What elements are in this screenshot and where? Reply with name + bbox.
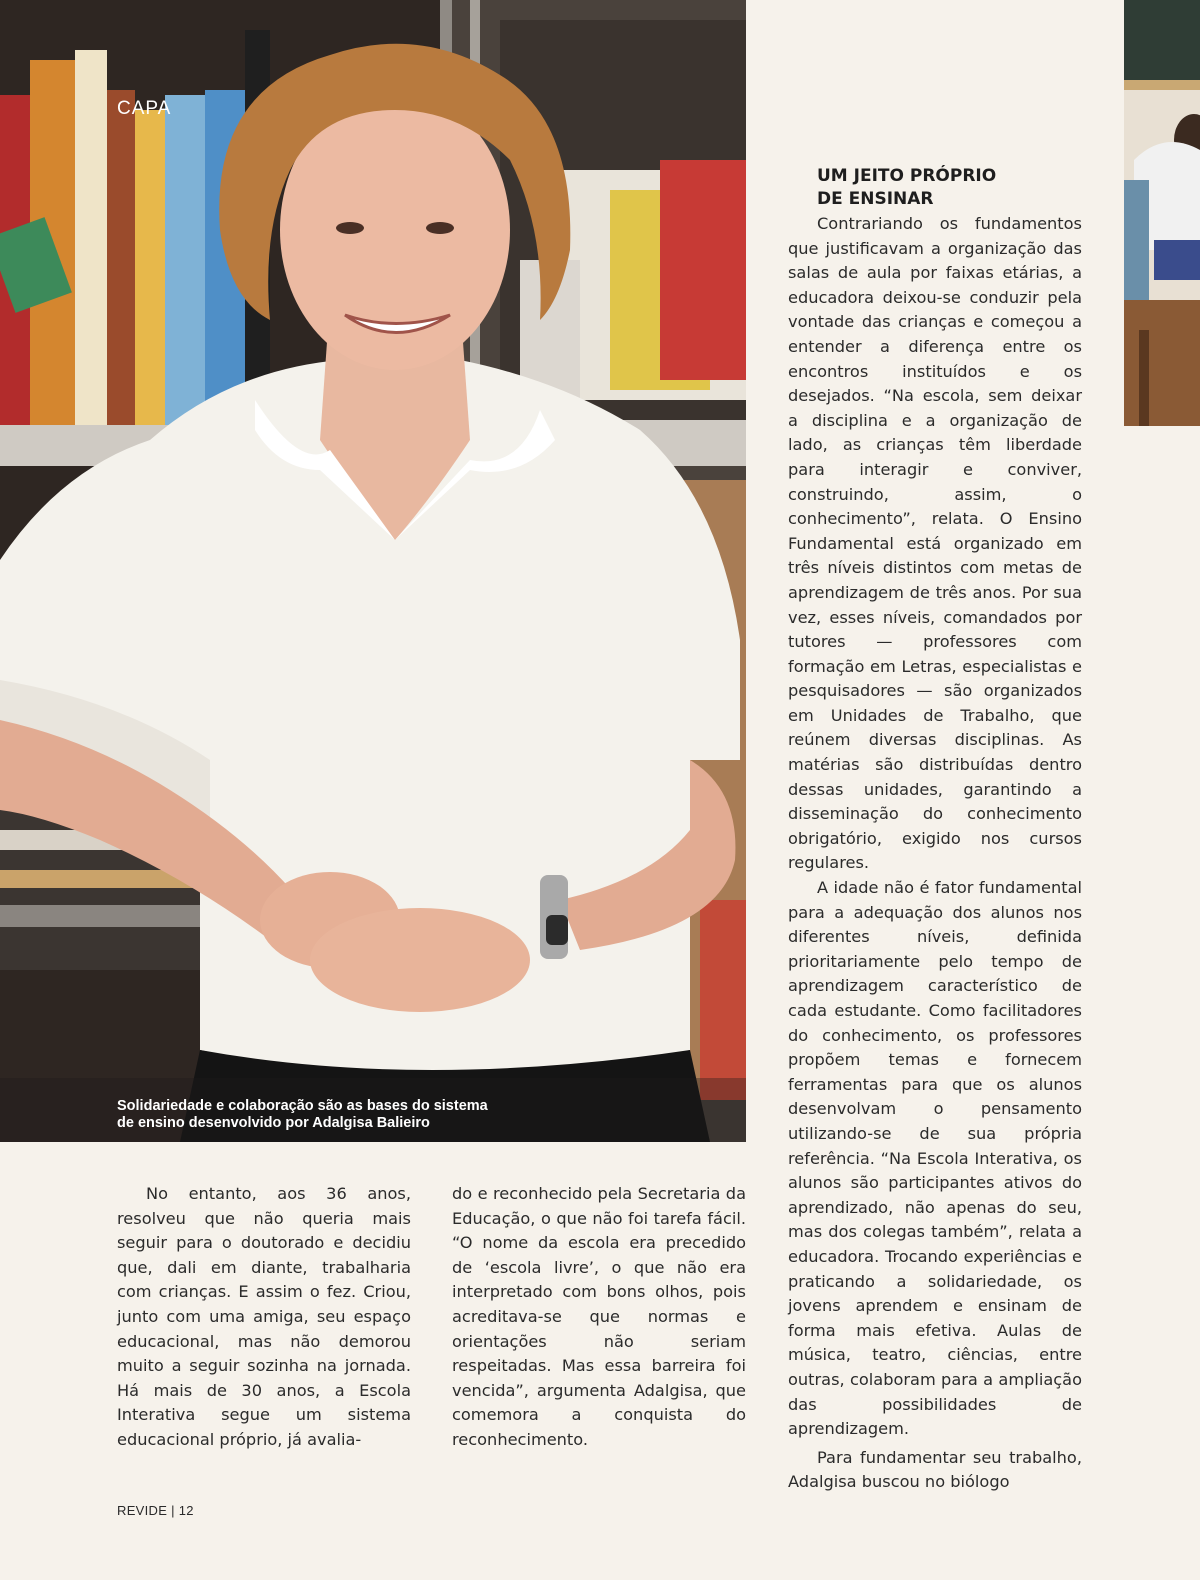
portrait-illustration bbox=[0, 0, 746, 1142]
classroom-photo bbox=[1124, 0, 1200, 426]
paragraph: do e reconhecido pela Secretaria da Educação, o que não foi tarefa fácil. “O nome da escola era precedido de ‘escola livre’, o que não era interpretado com bons olhos, pois acreditava-se que normas e orientações não seriam respeitadas. Mas essa barreira foi vencida”, argumenta Adalgisa, que comemora a conquista do reconhecimento. bbox=[452, 1184, 746, 1449]
article-column-3 bbox=[788, 165, 1082, 1495]
heading-line-1: UM JEITO PRÓPRIO bbox=[817, 166, 997, 186]
section-heading bbox=[817, 165, 1082, 211]
paragraph: A idade não é fator fundamental para a adequação dos alunos nos diferentes níveis, definida prioritariamente pelo tempo de aprendizagem característico de cada estudante. Como facilitadores do conhecimento, os professores propõem temas e fornecem ferramentas para que os alunos desenvolvam o pensamento utilizando-se de sua própria referência. “Na Escola Interativa, os alunos são participantes ativos do aprendizado, não apenas do seu, mas dos colegas também”, relata a educadora. Trocando experiências e praticando a solidariedade, os jovens aprendem e ensinam de forma mais efetiva. Aulas de música, teatro, ciências, entre outras, colaboram para a ampliação das possibilidades de aprendizagem. bbox=[788, 878, 1082, 1439]
classroom-illustration bbox=[1124, 0, 1200, 426]
paragraph: No entanto, aos 36 anos, resolveu que não queria mais seguir para o doutorado e decidiu que, dali em diante, trabalharia com crianças. E assim o fez. Criou, junto com uma amiga, seu espaço educacional, mas não demorou muito a seguir sozinha na jornada. Há mais de 30 anos, a Escola Interativa segue um sistema educacional próprio, já avalia- bbox=[117, 1184, 411, 1449]
heading-line-2: DE ENSINAR bbox=[817, 189, 934, 209]
caption-line-1: Solidariedade e colaboração são as bases do sistema bbox=[117, 1098, 488, 1114]
photo-caption bbox=[117, 1098, 537, 1132]
paragraph: Para fundamentar seu trabalho, Adalgisa buscou no biólogo bbox=[788, 1447, 1082, 1492]
portrait-photo bbox=[0, 0, 746, 1142]
article-column-1 bbox=[117, 1182, 411, 1453]
section-tag: CAPA bbox=[117, 98, 172, 119]
article-column-2 bbox=[452, 1182, 746, 1453]
caption-line-2: de ensino desenvolvido por Adalgisa Balieiro bbox=[117, 1115, 430, 1131]
page-footer: REVIDE | 12 bbox=[117, 1503, 194, 1518]
paragraph: Contrariando os fundamentos que justificavam a organização das salas de aula por faixas etárias, a educadora deixou-se conduzir pela vontade das crianças e começou a entender a diferença entre os encontros instituídos e os desejados. “Na escola, sem deixar a disciplina e a organização de lado, as crianças têm liberdade para interagir e conviver, construindo, assim, o conhecimento”, relata. O Ensino Fundamental está organizado em três níveis distintos com metas de aprendizagem de três anos. Por sua vez, esses níveis, comandados por tutores — professores com formação em Letras, especialistas e pesquisadores — são organizados em Unidades de Trabalho, que reúnem diversas disciplinas. As matérias são distribuídas dentro dessas unidades, garantindo a disseminação do conhecimento obrigatório, exigido nos cursos regulares. bbox=[788, 214, 1082, 873]
